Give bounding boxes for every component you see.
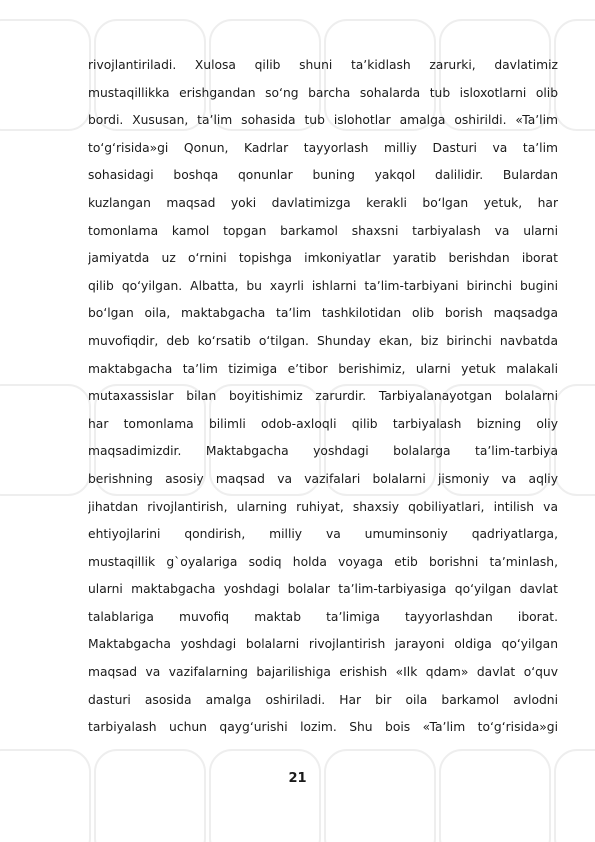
text-line: talablariga muvofiq maktab taʼlimiga tayyorlashdan iborat. (88, 609, 558, 624)
text-line: rivojlantiriladi. Xulosa qilib shuni taʼkidlash zarurki, davlatimiz (88, 58, 558, 72)
text-line: tarbiyalash uchun qaygʻurishi lozim. Shu bois «Taʼlim toʻgʻrisida»gi (88, 720, 558, 735)
page-number: 21 (288, 771, 307, 786)
text-line: mustaqillikka erishgandan soʻng barcha sohalarda tub isloxotlarni olib (88, 85, 558, 100)
text-line: dasturi asosida amalga oshiriladi. Har bir oila barkamol avlodni (88, 692, 558, 707)
text-line: maktabgacha taʼlim tizimiga eʼtibor berishimiz, ularni yetuk malakali (88, 361, 558, 376)
text-line: muvofiqdir, deb koʻrsatib oʻtilgan. Shunday ekan, biz birinchi navbatda (88, 333, 558, 348)
text-line: jihatdan rivojlantirish, ularning ruhiyat, shaxsiy qobiliyatlari, intilish va (88, 499, 558, 514)
text-line: har tomonlama bilimli odob-axloqli qilib tarbiyalash bizning oliy (88, 416, 558, 431)
text-line: maqsadimizdir. Maktabgacha yoshdagi bolalarga taʼlim-tarbiya (88, 444, 558, 459)
text-line: mustaqillik g`oyalariga sodiq holda voyaga etib borishni taʼminlash, (88, 554, 558, 569)
text-line: maqsad va vazifalarning bajarilishiga erishish «Ilk qdam» davlat oʻquv (88, 665, 558, 680)
text-line: qilib qoʻyilgan. Albatta, bu xayrli ishlarni taʼlim-tarbiyani birinchi bugini (88, 278, 558, 293)
text-line: mutaxassislar bilan boyitishimiz zarurdir. Tarbiyalanayotgan bolalarni (88, 389, 558, 404)
text-line: ehtiyojlarini qondirish, milliy va umuminsoniy qadriyatlarga, (88, 527, 558, 542)
text-line: toʻgʻrisida»gi Qonun, Kadrlar tayyorlash milliy Dasturi va taʼlim (88, 140, 558, 155)
text-line: boʻlgan oila, maktabgacha taʼlim tashkilotidan olib borish maqsadga (88, 306, 558, 321)
text-line: Maktabgacha yoshdagi bolalarni rivojlantirish jarayoni oldiga qoʻyilgan (88, 637, 558, 652)
text-line: ularni maktabgacha yoshdagi bolalar taʼlim-tarbiyasiga qoʻyilgan davlat (88, 582, 558, 597)
body-text (88, 52, 558, 742)
text-line: kuzlangan maqsad yoki davlatimizga kerakli boʻlgan yetuk, har (88, 195, 558, 210)
text-line: tomonlama kamol topgan barkamol shaxsni tarbiyalash va ularni (88, 223, 558, 238)
text-line: bordi. Xususan, taʼlim sohasida tub islohotlar amalga oshirildi. «Taʼlim (88, 113, 558, 128)
text-line: sohasidagi boshqa qonunlar buning yakqol dalilidir. Bulardan (88, 168, 558, 183)
text-line: berishning asosiy maqsad va vazifalari bolalarni jismoniy va aqliy (88, 471, 558, 486)
text-line: jamiyatda uz oʻrnini topishga imkoniyatlar yaratib berishdan iborat (88, 251, 558, 266)
